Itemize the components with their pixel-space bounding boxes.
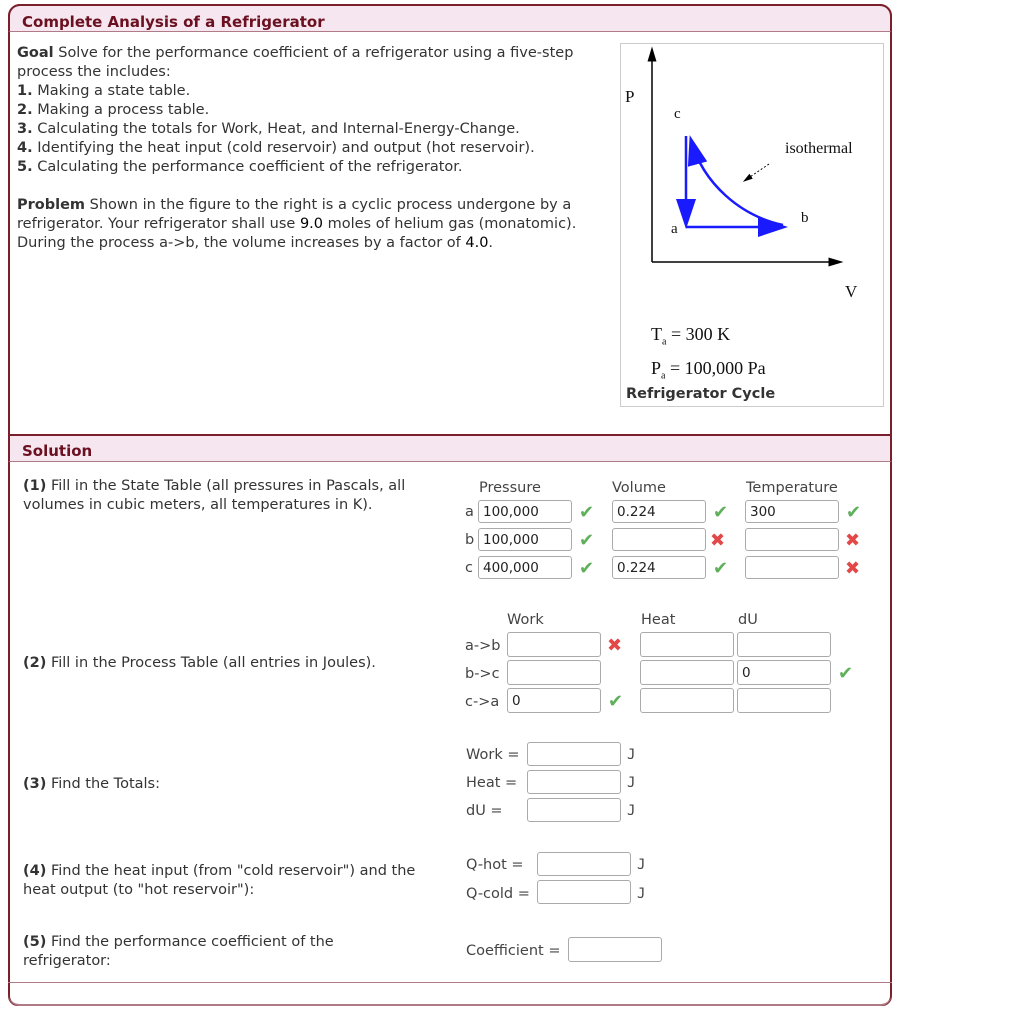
pressure-b-input[interactable]: [478, 528, 572, 551]
temperature-b-input[interactable]: [745, 528, 839, 551]
state-label-c: c: [465, 560, 473, 576]
problem-text: moles of helium gas (monatomic). During the process a->b, the volume increases by a factor of: [17, 216, 577, 251]
goal-text: Solve for the performance coefficient of a refrigerator using a five-step process the includes:: [17, 45, 574, 80]
moles-value: 9.0: [299, 216, 323, 232]
ta-subscript: a: [662, 336, 667, 348]
qhot-label: Q-hot =: [466, 857, 524, 873]
volume-c-input[interactable]: [612, 556, 706, 579]
pa-subscript: a: [661, 370, 666, 382]
step3-instructions: [23, 775, 453, 794]
total-du-unit: J: [627, 803, 636, 819]
check-icon: ✔: [608, 691, 624, 712]
work-ab-input[interactable]: [507, 632, 601, 657]
pv-diagram-figure: [620, 43, 884, 407]
pressure-a-input[interactable]: [478, 500, 572, 523]
qhot-unit: J: [637, 857, 646, 873]
process-label-bc: b->c: [465, 666, 500, 682]
du-bc-input[interactable]: [737, 660, 831, 685]
step-num: 1.: [17, 83, 33, 99]
step-num: 2.: [17, 102, 33, 118]
goal-label: Goal: [17, 45, 54, 61]
total-work-label: Work =: [466, 747, 520, 763]
cross-icon: ✖: [710, 530, 726, 551]
qcold-unit: J: [637, 886, 646, 902]
ta-symbol: T: [651, 324, 662, 344]
step-text: Find the Totals:: [46, 776, 160, 792]
step-text: Fill in the State Table (all pressures in Pascals, all volumes in cubic meters, all temperatures in K).: [23, 478, 406, 513]
qhot-input[interactable]: [537, 852, 631, 876]
pa-symbol: P: [651, 358, 662, 378]
check-icon: ✔: [713, 502, 729, 523]
step-num: 3.: [17, 121, 33, 137]
point-b-label: b: [801, 210, 809, 226]
total-heat-label: Heat =: [466, 775, 518, 791]
step-text: Find the performance coefficient of the refrigerator:: [23, 934, 334, 969]
coefficient-label: Coefficient =: [466, 943, 561, 959]
bottom-bar: [8, 982, 892, 1006]
pv-diagram: [621, 44, 883, 344]
header-heat: Heat: [641, 612, 676, 628]
volume-b-input[interactable]: [612, 528, 706, 551]
step-num: (4): [23, 863, 47, 879]
goal-step-3: Calculating the totals for Work, Heat, and Internal-Energy-Change.: [32, 121, 520, 137]
du-ca-input[interactable]: [737, 688, 831, 713]
step-num: (2): [23, 655, 47, 671]
heat-ca-input[interactable]: [640, 688, 734, 713]
problem-section: [17, 196, 612, 253]
check-icon: ✔: [838, 663, 854, 684]
process-label-ca: c->a: [465, 694, 500, 710]
step-num: (5): [23, 934, 47, 950]
coefficient-input[interactable]: [568, 937, 662, 962]
volume-a-input[interactable]: [612, 500, 706, 523]
pressure-c-input[interactable]: [478, 556, 572, 579]
ta-equation: [651, 324, 730, 348]
check-icon: ✔: [713, 558, 729, 579]
process-label-ab: a->b: [465, 638, 501, 654]
header-work: Work: [507, 612, 544, 628]
solution-header: [8, 434, 892, 462]
header-temperature: Temperature: [746, 480, 838, 496]
cross-icon: ✖: [607, 635, 623, 656]
point-c-label: c: [674, 106, 681, 122]
heat-bc-input[interactable]: [640, 660, 734, 685]
cross-icon: ✖: [845, 530, 861, 551]
goal-step-1: Making a state table.: [32, 83, 191, 99]
goal-step-4: Identifying the heat input (cold reservoir) and output (hot reservoir).: [32, 140, 535, 156]
step1-instructions: [23, 477, 453, 515]
pa-equation: [651, 358, 766, 382]
step4-instructions: [23, 862, 443, 900]
state-label-a: a: [465, 504, 474, 520]
work-bc-input[interactable]: [507, 660, 601, 685]
problem-text: .: [488, 235, 494, 251]
total-heat-input[interactable]: [527, 770, 621, 794]
ta-value: = 300 K: [670, 324, 731, 344]
point-a-label: a: [671, 221, 678, 237]
check-icon: ✔: [579, 558, 595, 579]
step-num: (3): [23, 776, 47, 792]
step-text: Find the heat input (from "cold reservoir") and the heat output (to "hot reservoir"):: [23, 863, 416, 898]
step-num: 4.: [17, 140, 33, 156]
state-label-b: b: [465, 532, 475, 548]
temperature-c-input[interactable]: [745, 556, 839, 579]
temperature-a-input[interactable]: [745, 500, 839, 523]
check-icon: ✔: [846, 502, 862, 523]
total-du-input[interactable]: [527, 798, 621, 822]
step-text: Fill in the Process Table (all entries in Joules).: [46, 655, 376, 671]
goal-step-2: Making a process table.: [32, 102, 210, 118]
cross-icon: ✖: [845, 558, 861, 579]
isothermal-label: isothermal: [785, 140, 853, 157]
work-ca-input[interactable]: [507, 688, 601, 713]
header-du: dU: [738, 612, 758, 628]
goal-step-5: Calculating the performance coefficient of the refrigerator.: [32, 159, 463, 175]
total-work-unit: J: [627, 747, 636, 763]
total-work-input[interactable]: [527, 742, 621, 766]
problem-label: Problem: [17, 197, 86, 213]
total-du-label: dU =: [466, 803, 503, 819]
step5-instructions: [23, 933, 383, 971]
header-volume: Volume: [612, 480, 666, 496]
step2-instructions: [23, 654, 453, 673]
problem-header: [8, 4, 892, 32]
problem-text: Shown in the figure to the right is a cyclic process undergone by a refrigerator. Your refrigerator shall use: [17, 197, 572, 232]
step-num: 5.: [17, 159, 33, 175]
page-title: Complete Analysis of a Refrigerator: [22, 13, 325, 31]
goal-section: [17, 44, 612, 177]
check-icon: ✔: [579, 502, 595, 523]
axis-v-label: V: [845, 282, 858, 301]
step-num: (1): [23, 478, 47, 494]
qcold-label: Q-cold =: [466, 886, 530, 902]
axis-p-label: P: [625, 87, 635, 106]
pa-value: = 100,000 Pa: [669, 358, 766, 378]
du-ab-input[interactable]: [737, 632, 831, 657]
qcold-input[interactable]: [537, 880, 631, 904]
heat-ab-input[interactable]: [640, 632, 734, 657]
check-icon: ✔: [579, 530, 595, 551]
solution-title: Solution: [22, 442, 93, 460]
factor-value: 4.0: [465, 235, 489, 251]
figure-caption: Refrigerator Cycle: [626, 386, 776, 402]
total-heat-unit: J: [627, 775, 636, 791]
header-pressure: Pressure: [479, 480, 541, 496]
